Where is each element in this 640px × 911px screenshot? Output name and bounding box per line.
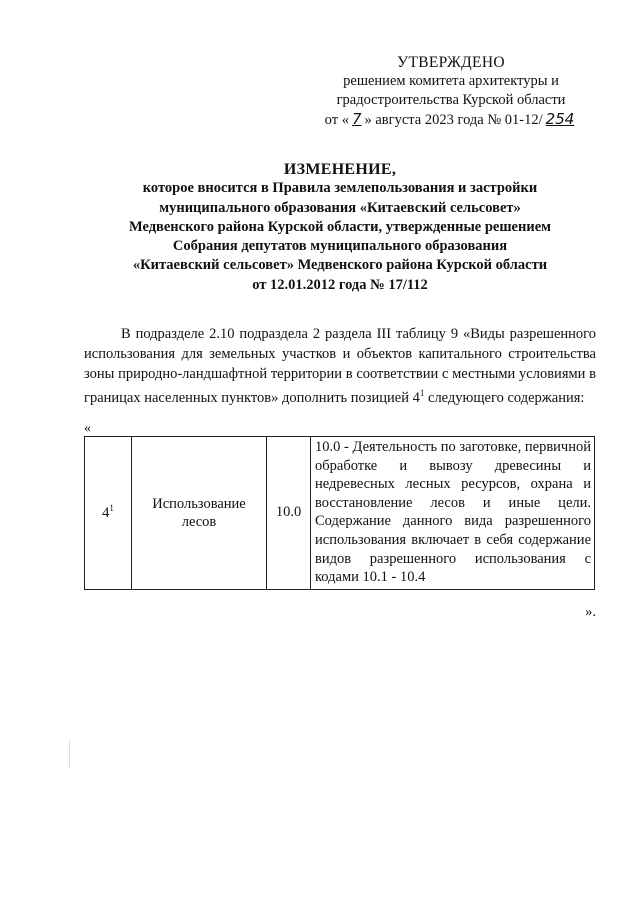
- row-number-cell: [85, 437, 132, 590]
- title-line: которое вносится в Правила землепользования и застройки: [142, 180, 538, 197]
- paragraph-end: следующего содержания:: [424, 390, 585, 407]
- title-heading: ИЗМЕНЕНИЕ,: [283, 161, 397, 178]
- row-number: 4: [102, 505, 110, 522]
- closing-quote: ».: [585, 604, 596, 620]
- title-line: Собрания депутатов муниципального образования: [172, 238, 508, 255]
- code-cell: 10.0: [267, 437, 311, 590]
- approval-stamp: [306, 53, 596, 130]
- handwritten-day: 7: [351, 110, 362, 128]
- opening-quote: «: [84, 421, 91, 436]
- title-line: муниципального образования «Китаевский сельсовет»: [159, 199, 521, 216]
- title-line: «Китаевский сельсовет» Медвенского района Курской области: [132, 257, 548, 274]
- title-line: Медвенского района Курской области, утвержденные решением: [128, 218, 552, 235]
- scan-artifact: [69, 740, 70, 768]
- approval-heading: УТВЕРЖДЕНО: [397, 54, 505, 71]
- paragraph-start: В подразделе 2.10 подраздела 2 раздела III таблицу 9 «Виды разрешенного использования для земельных участков и объектов капитального строительства зоны природно-ландшафтной территории в соответствии с местными условиями в границах населенных пунктов» дополнить позицией 4: [84, 326, 596, 407]
- title-line: от 12.01.2012 года № 17/112: [252, 276, 428, 293]
- body-paragraph: [84, 325, 596, 409]
- row-number-superscript: 1: [109, 503, 114, 514]
- use-name-line-1: Использование: [152, 495, 246, 512]
- handwritten-number: 254: [545, 110, 575, 128]
- date-middle: » августа 2023 года № 01-12/: [364, 112, 543, 128]
- description-cell: 10.0 - Деятельность по заготовке, первичной обработке и вывозу древесины и недревесных лесных ресурсов, охрана и восстановление лесов и иные цели. Содержание данного вида разрешенного использования включает в себя содержание видов разрешенного использования с кодами 10.1 - 10.4: [311, 437, 595, 590]
- approval-line-2: градостроительства Курской области: [336, 92, 566, 108]
- approval-line-1: решением комитета архитектуры и: [343, 73, 559, 89]
- use-name-line-2: лесов: [181, 513, 217, 530]
- use-name-cell: [132, 437, 267, 590]
- amendment-table: [84, 436, 595, 590]
- date-prefix: от «: [324, 112, 349, 128]
- approval-date-line: [306, 110, 596, 130]
- paragraph-superscript: 1: [419, 388, 425, 399]
- table-row: [85, 437, 595, 590]
- document-title: [60, 160, 620, 295]
